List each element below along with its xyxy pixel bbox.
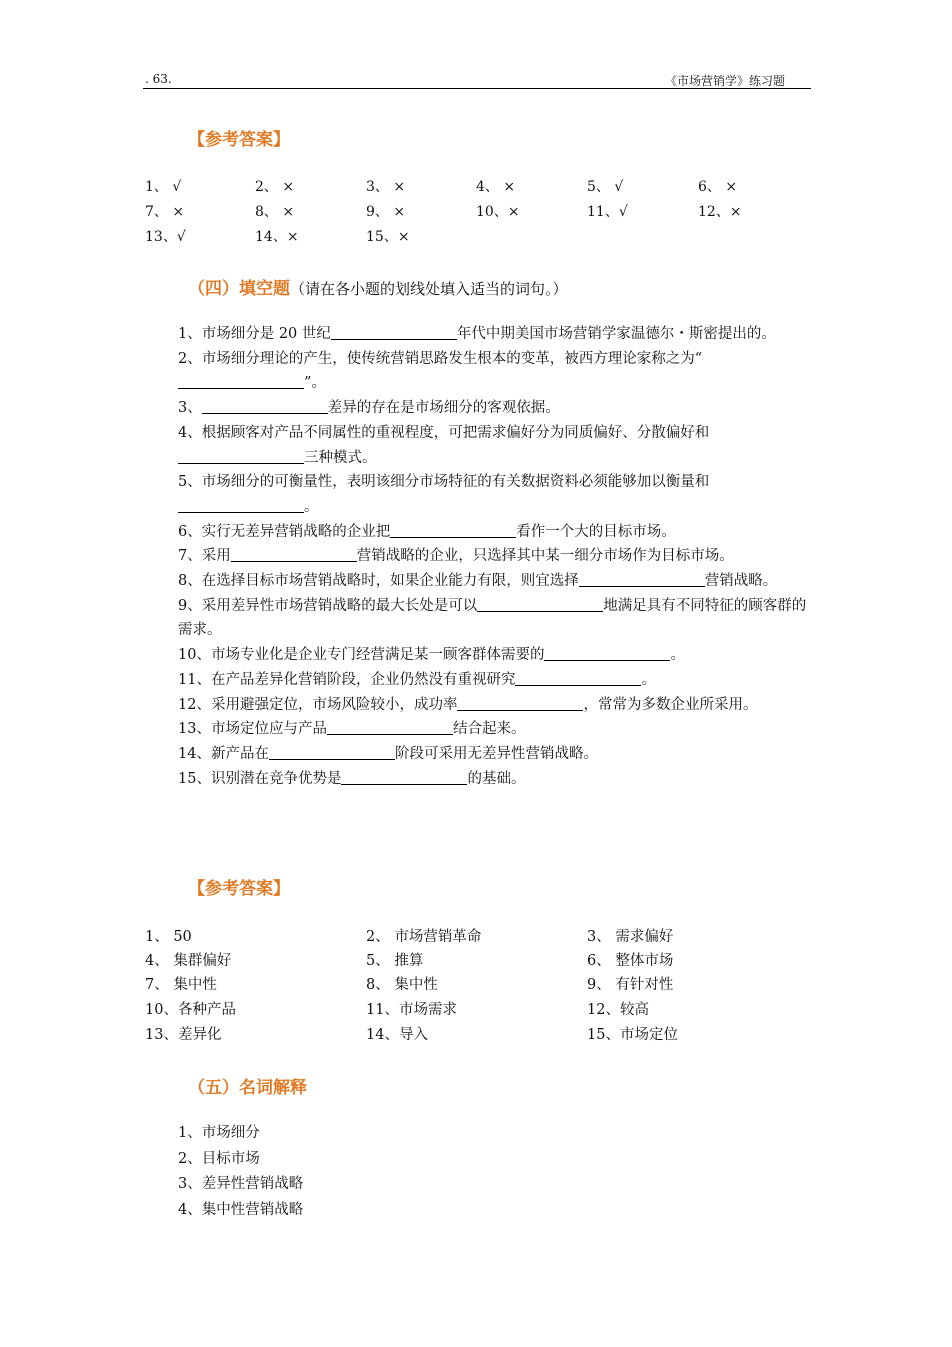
term-item: 1、市场细分 bbox=[178, 1125, 260, 1141]
question-11: 11、在产品差异化营销阶段，企业仍然没有重视研究 。 bbox=[178, 671, 656, 688]
answer-item: 5、 √ bbox=[587, 179, 624, 195]
question-3: 3、 差异的存在是市场细分的客观依据。 bbox=[178, 400, 560, 417]
answer-item: 11、市场需求 bbox=[366, 1002, 457, 1018]
question-14: 14、新产品在 阶段可采用无差异性营销战略。 bbox=[178, 745, 598, 762]
answer-blank[interactable] bbox=[231, 547, 357, 562]
answer-blank[interactable] bbox=[515, 671, 641, 686]
answer-item: 4、 集群偏好 bbox=[145, 953, 232, 969]
section-5-title: （五）名词解释 bbox=[188, 1078, 307, 1098]
answer-item: 2、 市场营销革命 bbox=[366, 929, 482, 945]
answer-blank[interactable] bbox=[341, 770, 467, 785]
answer-item: 3、 需求偏好 bbox=[587, 929, 674, 945]
answer-item: 6、 整体市场 bbox=[587, 953, 674, 969]
question-10: 10、市场专业化是企业专门经营满足某一顾客群体需要的 。 bbox=[178, 647, 685, 664]
answer-blank[interactable] bbox=[331, 325, 457, 340]
question-12: 12、采用避强定位，市场风险较小，成功率 ，常常为多数企业所采用。 bbox=[178, 696, 758, 713]
question-13: 13、市场定位应与产品 结合起来。 bbox=[178, 721, 526, 738]
answer-item: 8、 × bbox=[255, 204, 295, 220]
answer-item: 10、各种产品 bbox=[145, 1002, 236, 1018]
answer-item: 4、 × bbox=[476, 179, 516, 195]
answer-item: 10、× bbox=[476, 204, 520, 220]
answer-item: 12、× bbox=[698, 204, 742, 220]
answer-item: 5、 推算 bbox=[366, 953, 424, 969]
fill-in-questions bbox=[145, 322, 811, 791]
answer-heading-1: 【参考答案】 bbox=[188, 130, 290, 150]
answer-item: 9、 × bbox=[366, 204, 406, 220]
term-list bbox=[178, 1121, 303, 1223]
section-4-note: （请在各小题的划线处填入适当的词句。） bbox=[290, 280, 568, 298]
answer-blank[interactable] bbox=[477, 597, 603, 612]
term-item: 4、集中性营销战略 bbox=[178, 1201, 304, 1218]
answer-item: 13、差异化 bbox=[145, 1027, 222, 1043]
answer-item: 2、 × bbox=[255, 179, 295, 195]
answer-item: 6、 × bbox=[698, 179, 738, 195]
term-item: 2、目标市场 bbox=[178, 1150, 260, 1167]
answer-blank[interactable] bbox=[178, 449, 304, 464]
answer-item: 11、√ bbox=[587, 204, 628, 220]
question-8: 8、在选择目标市场营销战略时，如果企业能力有限，则宜选择 营销战略。 bbox=[178, 573, 778, 590]
term-item: 3、差异性营销战略 bbox=[178, 1176, 304, 1192]
answer-blank[interactable] bbox=[269, 745, 395, 760]
answer-item: 13、√ bbox=[145, 229, 186, 245]
answer-item: 14、× bbox=[255, 229, 299, 245]
question-1: 1、市场细分是 20 世纪 年代中期美国市场营销学家温德尔・斯密提出的。 bbox=[178, 326, 776, 342]
answer-blank[interactable] bbox=[327, 720, 453, 735]
answer-blank[interactable] bbox=[457, 696, 583, 711]
answer-item: 14、导入 bbox=[366, 1027, 428, 1043]
answer-blank[interactable] bbox=[579, 572, 705, 587]
answer-blank[interactable] bbox=[390, 523, 516, 538]
question-2: 2、市场细分理论的产生，使传统营销思路发生根本的变革，被西方理论家称之为“”。 bbox=[178, 350, 703, 392]
book-title: 《市场营销学》练习题 bbox=[664, 74, 785, 88]
answer-heading-2: 【参考答案】 bbox=[188, 879, 290, 899]
section-4-heading: （四）填空题 bbox=[188, 279, 290, 299]
answer-item: 7、 × bbox=[145, 204, 185, 220]
section-4-title bbox=[188, 274, 568, 299]
question-9: 9、采用差异性市场营销战略的最大长处是可以 地满足具有不同特征的顾客群的需求。 bbox=[178, 597, 807, 639]
answer-item: 1、 50 bbox=[145, 929, 192, 945]
answer-item: 3、 × bbox=[366, 179, 406, 195]
answer-blank[interactable] bbox=[178, 374, 304, 389]
question-4: 4、根据顾客对产品不同属性的重视程度，可把需求偏好分为同质偏好、分散偏好和三种模式。 bbox=[178, 424, 710, 466]
answer-item: 9、 有针对性 bbox=[587, 977, 674, 993]
answer-blank[interactable] bbox=[178, 498, 304, 513]
answer-item: 8、 集中性 bbox=[366, 977, 438, 993]
question-15: 15、识别潜在竞争优势是 的基础。 bbox=[178, 770, 526, 787]
question-6: 6、实行无差异营销战略的企业把 看作一个大的目标市场。 bbox=[178, 523, 676, 540]
answer-item: 12、较高 bbox=[587, 1002, 649, 1018]
page-number: . 63. bbox=[145, 72, 172, 86]
answer-item: 15、× bbox=[366, 229, 410, 245]
question-7: 7、采用 营销战略的企业，只选择其中某一细分市场作为目标市场。 bbox=[178, 548, 734, 565]
answer-blank[interactable] bbox=[202, 399, 328, 414]
page-header bbox=[143, 70, 811, 89]
answer-item: 7、 集中性 bbox=[145, 977, 217, 993]
answer-item: 15、市场定位 bbox=[587, 1027, 678, 1043]
answer-blank[interactable] bbox=[544, 646, 670, 661]
answer-item: 1、 √ bbox=[145, 179, 182, 195]
question-5: 5、市场细分的可衡量性，表明该细分市场特征的有关数据资料必须能够加以衡量和。 bbox=[178, 474, 710, 515]
